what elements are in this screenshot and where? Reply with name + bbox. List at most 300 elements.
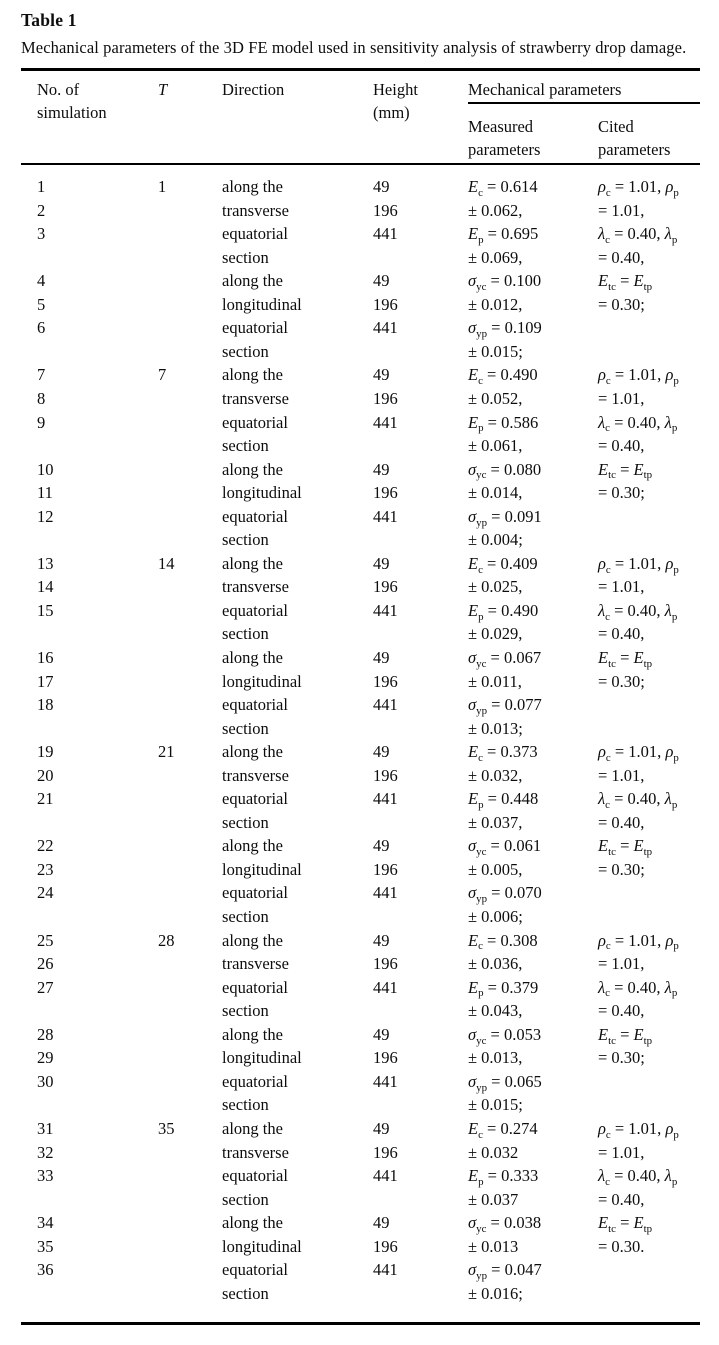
table-cell: section	[222, 624, 269, 644]
table-cell	[598, 693, 700, 717]
table-cell: along the	[222, 930, 283, 950]
table-cell: 29	[37, 1048, 54, 1068]
table-cell: = 0.40,	[598, 1189, 645, 1209]
table-cell: $E_p = 0.379$	[468, 977, 539, 1000]
table-cell: $E_c = 0.490$	[468, 365, 538, 388]
table-cell: 9	[37, 412, 46, 432]
table-cell: $E_{tc} = E_{tp}$	[598, 1024, 653, 1047]
table-cell: 23	[37, 859, 54, 879]
table-cell: along the	[222, 177, 283, 197]
table-cell: = 0.40,	[598, 247, 645, 267]
table-cell	[158, 1235, 222, 1259]
table-cell: 441	[373, 883, 398, 903]
table-cell	[21, 340, 158, 364]
table-cell: $\lambda_c = 0.40$, $\lambda_p$	[598, 789, 678, 812]
table-cell: 15	[37, 600, 54, 620]
table-cell: equatorial	[222, 224, 288, 244]
table-cell: 49	[373, 1213, 390, 1233]
table-cell: along the	[222, 459, 283, 479]
table-cell: 26	[37, 954, 54, 974]
table-cell: 2	[37, 200, 46, 220]
table-cell: section	[222, 1001, 269, 1021]
table-cell: section	[222, 1283, 269, 1303]
table-cell: $\rho_c = 1.01$, $\rho_p$	[598, 1118, 679, 1141]
table-cell: 196	[373, 765, 398, 785]
table-cell	[158, 1282, 222, 1306]
table-cell: $E_c = 0.614$	[468, 177, 538, 199]
table-cell: 28	[37, 1024, 54, 1044]
table-cell	[598, 905, 700, 929]
table-cell: 22	[37, 836, 54, 856]
table-cell	[21, 434, 158, 458]
table-cell: transverse	[222, 765, 289, 785]
table-cell: 3	[37, 224, 46, 244]
column-header-cited-parameters: Cited parameters	[598, 116, 671, 160]
table-cell	[598, 1093, 700, 1117]
table-cell: ± 0.062,	[468, 200, 523, 220]
table-cell: section	[222, 812, 269, 832]
table-cell: along the	[222, 553, 283, 573]
table-cell: longitudinal	[222, 859, 302, 879]
table-cell: ± 0.013,	[468, 1048, 523, 1068]
table-cell: = 0.30.	[598, 1236, 645, 1256]
table-cell: $E_{tc} = E_{tp}$	[598, 648, 653, 670]
table-cell: 196	[373, 859, 398, 879]
table-cell	[21, 905, 158, 929]
table-cell	[158, 693, 222, 717]
table-cell: 21	[158, 742, 175, 762]
table-cell	[158, 622, 222, 646]
table-cell: = 1.01,	[598, 954, 645, 974]
table-cell: section	[222, 247, 269, 267]
table-cell: longitudinal	[222, 1236, 302, 1256]
paper-table	[21, 0, 700, 1325]
table-cell: 441	[373, 695, 398, 715]
table-cell	[158, 599, 222, 623]
table-cell: ± 0.012,	[468, 294, 523, 314]
table-cell	[158, 881, 222, 905]
table-cell: 441	[373, 224, 398, 244]
table-cell: $\sigma_{yp} = 0.109$	[468, 318, 542, 341]
table-cell: 441	[373, 1166, 398, 1186]
table-cell: 196	[373, 577, 398, 597]
table-cell: 196	[373, 1236, 398, 1256]
table-cell	[158, 905, 222, 929]
table-cell: 35	[37, 1236, 54, 1256]
table-cell	[158, 481, 222, 505]
table-cell: = 0.30;	[598, 294, 645, 314]
table-cell: 441	[373, 1071, 398, 1091]
table-cell	[158, 787, 222, 811]
table-cell: $\sigma_{yc} = 0.100$	[468, 271, 542, 294]
table-cell: $\sigma_{yp} = 0.077$	[468, 695, 542, 717]
table-cell: $E_c = 0.409$	[468, 553, 538, 576]
table-cell: 441	[373, 600, 398, 620]
table-cell: 13	[37, 553, 54, 573]
table-cell: 19	[37, 742, 54, 762]
table-cell: section	[222, 1095, 269, 1115]
table-cell: $E_{tc} = E_{tp}$	[598, 836, 653, 859]
table-cell: 196	[373, 483, 398, 503]
table-cell	[158, 340, 222, 364]
table-cell: ± 0.004;	[468, 530, 523, 550]
table-cell: 21	[37, 789, 54, 809]
table-cell: 49	[373, 271, 390, 291]
table-cell	[373, 717, 468, 741]
table-cell: = 1.01,	[598, 577, 645, 597]
table-cell: ± 0.015;	[468, 341, 523, 361]
table-cell: $\rho_c = 1.01$, $\rho_p$	[598, 553, 679, 576]
table-cell	[158, 411, 222, 435]
table-cell: along the	[222, 742, 283, 762]
table-cell: 6	[37, 318, 46, 338]
table-cell: 196	[373, 389, 398, 408]
table-cell	[158, 199, 222, 223]
table-cell: $\rho_c = 1.01$, $\rho_p$	[598, 930, 679, 953]
table-cell: = 0.30;	[598, 1048, 645, 1068]
table-cell: 49	[373, 930, 390, 950]
table-cell	[158, 1188, 222, 1212]
table-cell	[21, 1282, 158, 1306]
table-cell: $\sigma_{yc} = 0.067$	[468, 648, 542, 670]
table-cell: equatorial	[222, 977, 288, 997]
table-cell: equatorial	[222, 789, 288, 809]
table-cell	[21, 528, 158, 552]
table-cell: transverse	[222, 577, 289, 597]
table-cell	[21, 999, 158, 1023]
table-cell: = 0.30;	[598, 859, 645, 879]
table-cell: 17	[37, 671, 54, 691]
table-cell	[158, 834, 222, 858]
table-cell	[158, 1046, 222, 1070]
table-cell: section	[222, 436, 269, 456]
table-cell: $\sigma_{yc} = 0.080$	[468, 459, 542, 482]
table-cell: ± 0.015;	[468, 1095, 523, 1115]
table-cell: $\sigma_{yp} = 0.047$	[468, 1260, 542, 1283]
table-cell	[158, 293, 222, 317]
table-cell: along the	[222, 365, 283, 385]
table-cell: equatorial	[222, 695, 288, 715]
table-cell: = 0.40,	[598, 436, 645, 456]
table-cell	[598, 505, 700, 529]
table-cell	[373, 528, 468, 552]
table-cell	[158, 976, 222, 1000]
table-cell: 7	[158, 365, 167, 385]
table-cell: 7	[37, 365, 46, 385]
table-cell	[158, 858, 222, 882]
table-cell: 32	[37, 1142, 54, 1162]
table-cell	[373, 434, 468, 458]
table-cell: section	[222, 718, 269, 738]
table-cell	[158, 670, 222, 694]
table-cell: section	[222, 341, 269, 361]
table-cell: = 0.30;	[598, 483, 645, 503]
table-rule-bottom	[21, 1322, 700, 1324]
table-cell: equatorial	[222, 1166, 288, 1186]
table-cell: $\lambda_c = 0.40$, $\lambda_p$	[598, 1166, 678, 1188]
table-cell	[21, 1188, 158, 1212]
table-cell: 1	[158, 177, 167, 197]
table-cell: $\sigma_{yp} = 0.065$	[468, 1071, 542, 1094]
table-cell: along the	[222, 271, 283, 291]
table-cell: ± 0.013;	[468, 718, 523, 738]
column-header-no-of-simulation: No. of simulation	[37, 79, 107, 123]
table-cell: transverse	[222, 1142, 289, 1162]
table-cell	[158, 1211, 222, 1235]
table-cell: equatorial	[222, 1260, 288, 1280]
table-cell: 30	[37, 1071, 54, 1091]
table-cell: $\rho_c = 1.01$, $\rho_p$	[598, 177, 679, 199]
table-cell: 49	[373, 1118, 390, 1138]
table-cell: = 1.01,	[598, 765, 645, 785]
table-cell: ± 0.014,	[468, 483, 523, 503]
table-cell: transverse	[222, 954, 289, 974]
table-cell	[158, 999, 222, 1023]
table-cell: ± 0.032	[468, 1142, 519, 1162]
table-cell: equatorial	[222, 412, 288, 432]
table-cell: 18	[37, 695, 54, 715]
table-cell: along the	[222, 1213, 283, 1233]
table-cell: 196	[373, 1048, 398, 1068]
table-cell: $\lambda_c = 0.40$, $\lambda_p$	[598, 600, 678, 623]
table-cell	[158, 811, 222, 835]
table-cell: 33	[37, 1166, 54, 1186]
table-cell: = 0.30;	[598, 671, 645, 691]
table-cell: ± 0.052,	[468, 389, 523, 408]
table-cell: 49	[373, 742, 390, 762]
table-cell: 196	[373, 200, 398, 220]
table-cell: 196	[373, 1142, 398, 1162]
table-cell	[598, 1070, 700, 1094]
table-cell: $\lambda_c = 0.40$, $\lambda_p$	[598, 412, 678, 435]
table-cell: $\sigma_{yc} = 0.061$	[468, 836, 542, 859]
table-cell	[158, 1093, 222, 1117]
table-cell: equatorial	[222, 318, 288, 338]
table-cell: 441	[373, 789, 398, 809]
table-cell	[158, 952, 222, 976]
table-cell: equatorial	[222, 1071, 288, 1091]
table-cell: section	[222, 907, 269, 927]
table-cell: transverse	[222, 389, 289, 408]
table-cell: 31	[37, 1118, 54, 1138]
table-cell	[158, 1023, 222, 1047]
table-cell	[373, 1188, 468, 1212]
table-cell: $E_{tc} = E_{tp}$	[598, 1213, 653, 1235]
table-cell: ± 0.032,	[468, 765, 523, 785]
table-cell: 16	[37, 648, 54, 668]
table-cell	[373, 811, 468, 835]
table-cell: along the	[222, 648, 283, 668]
table-cell: ± 0.036,	[468, 954, 523, 974]
table-cell	[21, 622, 158, 646]
table-cell: ± 0.029,	[468, 624, 523, 644]
table-cell	[373, 905, 468, 929]
table-cell: 441	[373, 506, 398, 526]
table-cell: $\lambda_c = 0.40$, $\lambda_p$	[598, 224, 678, 246]
table-cell: equatorial	[222, 600, 288, 620]
table-cell: = 1.01,	[598, 389, 645, 408]
table-cell: 49	[373, 553, 390, 573]
table-cell: 20	[37, 765, 54, 785]
table-cell: 441	[373, 977, 398, 997]
table-cell: $\sigma_{yp} = 0.091$	[468, 506, 542, 529]
table-cell: 14	[158, 553, 175, 573]
table-cell	[373, 1282, 468, 1306]
table-cell	[21, 246, 158, 270]
table-cell: 35	[158, 1118, 175, 1138]
table-cell: 441	[373, 318, 398, 338]
table-cell: 34	[37, 1213, 54, 1233]
table-cell	[158, 434, 222, 458]
table-cell	[158, 222, 222, 246]
table-cell	[598, 316, 700, 340]
table-cell: 196	[373, 954, 398, 974]
table-cell: ± 0.025,	[468, 577, 523, 597]
table-cell	[373, 999, 468, 1023]
table-cell: = 0.40,	[598, 624, 645, 644]
table-cell: 10	[37, 459, 54, 479]
table-cell	[158, 764, 222, 788]
table-cell: equatorial	[222, 506, 288, 526]
table-cell: 49	[373, 177, 390, 197]
table-cell	[373, 340, 468, 364]
table-cell: $\lambda_c = 0.40$, $\lambda_p$	[598, 977, 678, 1000]
table-cell: 441	[373, 412, 398, 432]
table-cell: $\sigma_{yp} = 0.070$	[468, 883, 542, 906]
table-cell: ± 0.013	[468, 1236, 519, 1256]
table-header	[21, 71, 700, 163]
table-cell: $E_p = 0.586$	[468, 412, 539, 435]
table-caption: Mechanical parameters of the 3D FE model used in sensitivity analysis of strawberry drop damage.	[21, 38, 687, 57]
table-cell: longitudinal	[222, 671, 302, 691]
table-cell: $\sigma_{yc} = 0.038$	[468, 1213, 542, 1235]
table-cell: section	[222, 530, 269, 550]
table-cell: 14	[37, 577, 54, 597]
table-cell: ± 0.043,	[468, 1001, 523, 1021]
table-cell: 49	[373, 1024, 390, 1044]
table-cell: along the	[222, 1118, 283, 1138]
table-cell	[158, 575, 222, 599]
table-cell: ± 0.037,	[468, 812, 523, 832]
table-cell: longitudinal	[222, 1048, 302, 1068]
table-cell: 441	[373, 1260, 398, 1280]
table-cell: 49	[373, 648, 390, 668]
table-cell: $E_c = 0.274$	[468, 1118, 538, 1141]
table-cell: 24	[37, 883, 54, 903]
table-cell: 49	[373, 459, 390, 479]
table-cell: = 0.40,	[598, 812, 645, 832]
table-cell: = 1.01,	[598, 200, 645, 220]
table-cell: ± 0.011,	[468, 671, 522, 691]
table-cell	[158, 1141, 222, 1165]
table-cell: $\sigma_{yc} = 0.053$	[468, 1024, 542, 1047]
table-cell	[373, 1093, 468, 1117]
table-cell: 196	[373, 671, 398, 691]
table-cell: ± 0.037	[468, 1189, 519, 1209]
table-cell: $E_p = 0.695$	[468, 224, 539, 246]
table-cell: longitudinal	[222, 294, 302, 314]
table-cell	[373, 246, 468, 270]
table-cell	[158, 1258, 222, 1282]
table-cell: $E_p = 0.448$	[468, 789, 539, 812]
table-cell	[158, 269, 222, 293]
table-cell: 11	[37, 483, 53, 503]
table-cell: $E_c = 0.373$	[468, 742, 538, 764]
table-cell	[21, 811, 158, 835]
table-cell: 196	[373, 294, 398, 314]
table-body	[21, 165, 700, 1314]
table-cell	[158, 528, 222, 552]
table-title: Table 1	[21, 10, 77, 30]
table-cell	[598, 717, 700, 741]
table-cell: $E_{tc} = E_{tp}$	[598, 271, 653, 294]
table-cell	[598, 528, 700, 552]
table-cell: $E_p = 0.333$	[468, 1166, 539, 1188]
table-cell	[598, 340, 700, 364]
table-cell	[158, 458, 222, 482]
table-cell: equatorial	[222, 883, 288, 903]
table-cell: ± 0.069,	[468, 247, 523, 267]
table-cell: transverse	[222, 200, 289, 220]
table-cell: ± 0.005,	[468, 859, 523, 879]
table-cell: ± 0.061,	[468, 436, 523, 456]
table-cell	[158, 316, 222, 340]
table-cell: = 1.01,	[598, 1142, 645, 1162]
table-cell: 49	[373, 836, 390, 856]
table-cell: 36	[37, 1260, 54, 1280]
table-cell: 28	[158, 930, 175, 950]
column-header-direction: Direction	[222, 79, 285, 99]
table-cell	[21, 717, 158, 741]
table-cell: ± 0.016;	[468, 1283, 523, 1303]
table-cell	[158, 505, 222, 529]
table-cell	[598, 1282, 700, 1306]
table-cell: 1	[37, 177, 46, 197]
table-cell: section	[222, 1189, 269, 1209]
table-cell: $\rho_c = 1.01$, $\rho_p$	[598, 365, 679, 388]
table-cell	[158, 646, 222, 670]
table-cell: $\rho_c = 1.01$, $\rho_p$	[598, 742, 679, 764]
table-cell: along the	[222, 1024, 283, 1044]
table-cell: = 0.40,	[598, 1001, 645, 1021]
table-cell: $E_p = 0.490$	[468, 600, 539, 623]
table-cell: 8	[37, 389, 46, 408]
table-cell: ± 0.006;	[468, 907, 523, 927]
table-cell	[158, 1070, 222, 1094]
table-cell	[158, 387, 222, 411]
column-header-t: T	[158, 79, 168, 99]
table-cell: 27	[37, 977, 54, 997]
table-cell	[158, 1164, 222, 1188]
column-header-height-mm: Height (mm)	[373, 79, 418, 123]
table-cell	[158, 717, 222, 741]
table-cell: 49	[373, 365, 390, 385]
table-cell: 12	[37, 506, 54, 526]
column-header-measured-parameters: Measured parameters	[468, 116, 541, 160]
table-cell	[158, 246, 222, 270]
column-header-mechanical-parameters: Mechanical parameters	[468, 71, 700, 104]
table-cell: 25	[37, 930, 54, 950]
table-cell	[598, 881, 700, 905]
table-cell	[598, 1258, 700, 1282]
table-cell: 4	[37, 271, 46, 291]
table-cell: along the	[222, 836, 283, 856]
table-cell: $E_{tc} = E_{tp}$	[598, 459, 653, 482]
table-cell	[373, 622, 468, 646]
table-cell: longitudinal	[222, 483, 302, 503]
table-cell	[21, 1093, 158, 1117]
table-cell: $E_c = 0.308$	[468, 930, 538, 953]
